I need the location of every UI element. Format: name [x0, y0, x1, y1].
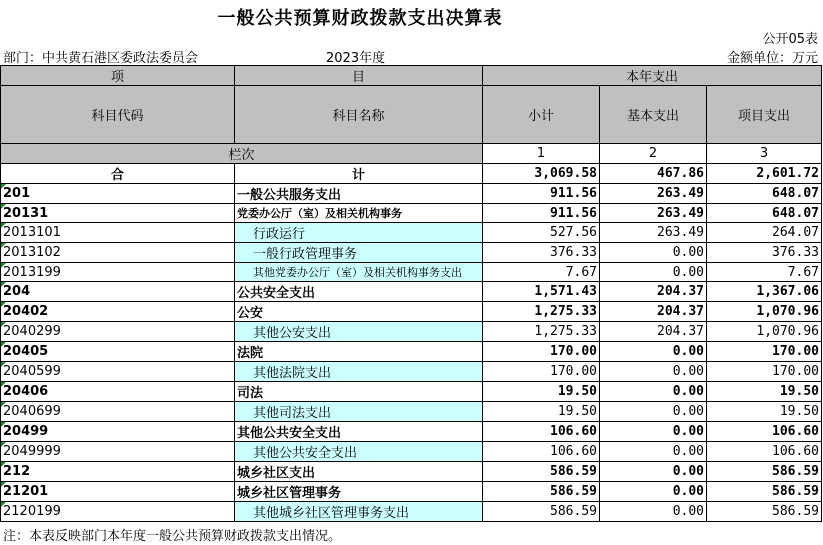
row-subtotal: 911.56 [483, 184, 600, 204]
row-code: 2013102 [1, 243, 235, 263]
row-basic: 0.00 [600, 462, 707, 482]
header-item-2: 目 [235, 66, 483, 86]
table-row [1, 322, 822, 342]
column-2: 2 [600, 144, 707, 164]
row-name: 司法 [235, 382, 483, 402]
row-name: 其他公安支出 [235, 322, 483, 342]
row-project: 106.60 [707, 422, 822, 442]
row-name: 城乡社区支出 [235, 462, 483, 482]
row-code: 212 [1, 462, 235, 482]
row-subtotal: 7.67 [483, 263, 600, 282]
row-project: 264.07 [707, 223, 822, 243]
total-row [1, 164, 822, 184]
fiscal-year: 2023年度 [326, 51, 386, 66]
row-subtotal: 586.59 [483, 502, 600, 522]
row-project: 586.59 [707, 462, 822, 482]
total-label-1: 合 [1, 164, 235, 184]
table-row [1, 402, 822, 422]
form-code: 公开05表 [762, 32, 818, 47]
row-code: 20406 [1, 382, 235, 402]
column-number-row [1, 144, 822, 164]
row-basic: 0.00 [600, 442, 707, 462]
row-basic: 0.00 [600, 263, 707, 282]
row-code: 2013101 [1, 223, 235, 243]
table-row [1, 342, 822, 362]
row-code: 204 [1, 282, 235, 302]
header-row-2 [1, 86, 822, 144]
table-row [1, 442, 822, 462]
row-name: 法院 [235, 342, 483, 362]
row-basic: 204.37 [600, 282, 707, 302]
table-row [1, 282, 822, 302]
row-basic: 204.37 [600, 322, 707, 342]
table-row [1, 263, 822, 282]
column-number-label: 栏次 [1, 144, 483, 164]
row-subtotal: 1,275.33 [483, 302, 600, 322]
total-basic: 467.86 [600, 164, 707, 184]
row-name: 其他城乡社区管理事务支出 [235, 502, 483, 522]
footnote: 注：本表反映部门本年度一般公共预算财政拨款支出情况。 [3, 529, 342, 544]
row-basic: 204.37 [600, 302, 707, 322]
row-basic: 0.00 [600, 243, 707, 263]
table-row [1, 382, 822, 402]
row-basic: 263.49 [600, 223, 707, 243]
row-project: 586.59 [707, 482, 822, 502]
row-basic: 263.49 [600, 184, 707, 204]
row-project: 170.00 [707, 362, 822, 382]
row-code: 2040599 [1, 362, 235, 382]
row-subtotal: 1,275.33 [483, 322, 600, 342]
table-row [1, 462, 822, 482]
row-name: 一般公共服务支出 [235, 184, 483, 204]
row-project: 648.07 [707, 184, 822, 204]
row-name: 其他司法支出 [235, 402, 483, 422]
row-project: 648.07 [707, 204, 822, 223]
row-project: 7.67 [707, 263, 822, 282]
row-project: 586.59 [707, 502, 822, 522]
row-project: 170.00 [707, 342, 822, 362]
row-code: 2120199 [1, 502, 235, 522]
row-basic: 0.00 [600, 402, 707, 422]
row-subtotal: 1,571.43 [483, 282, 600, 302]
row-basic: 0.00 [600, 382, 707, 402]
row-basic: 0.00 [600, 422, 707, 442]
row-subtotal: 170.00 [483, 342, 600, 362]
row-project: 1,070.96 [707, 302, 822, 322]
row-basic: 263.49 [600, 204, 707, 223]
header-subtotal: 小计 [483, 86, 600, 144]
row-subtotal: 19.50 [483, 382, 600, 402]
row-subtotal: 106.60 [483, 422, 600, 442]
row-name: 其他公共安全支出 [235, 422, 483, 442]
header-name: 科目名称 [235, 86, 483, 144]
amount-unit: 金额单位：万元 [726, 51, 818, 66]
row-project: 19.50 [707, 402, 822, 422]
column-3: 3 [707, 144, 822, 164]
table-row [1, 422, 822, 442]
row-project: 376.33 [707, 243, 822, 263]
report-title: 一般公共预算财政拨款支出决算表 [217, 8, 503, 29]
row-name: 其他党委办公厅（室）及相关机构事务支出 [235, 263, 483, 282]
row-subtotal: 170.00 [483, 362, 600, 382]
row-project: 1,070.96 [707, 322, 822, 342]
table-row [1, 302, 822, 322]
row-name: 行政运行 [235, 223, 483, 243]
row-code: 2040699 [1, 402, 235, 422]
row-code: 20499 [1, 422, 235, 442]
row-subtotal: 527.56 [483, 223, 600, 243]
row-code: 20405 [1, 342, 235, 362]
expenditure-table [0, 65, 822, 522]
row-basic: 0.00 [600, 342, 707, 362]
row-subtotal: 586.59 [483, 482, 600, 502]
table-row [1, 223, 822, 243]
row-subtotal: 106.60 [483, 442, 600, 462]
total-project: 2,601.72 [707, 164, 822, 184]
header-basic: 基本支出 [600, 86, 707, 144]
department-label: 部门：中共黄石港区委政法委员会 [3, 51, 199, 66]
row-subtotal: 586.59 [483, 462, 600, 482]
table-row [1, 204, 822, 223]
row-subtotal: 911.56 [483, 204, 600, 223]
column-1: 1 [483, 144, 600, 164]
row-name: 公安 [235, 302, 483, 322]
row-project: 106.60 [707, 442, 822, 462]
table-row [1, 184, 822, 204]
row-basic: 0.00 [600, 502, 707, 522]
row-name: 其他公共安全支出 [235, 442, 483, 462]
table-row [1, 482, 822, 502]
row-code: 201 [1, 184, 235, 204]
row-name: 城乡社区管理事务 [235, 482, 483, 502]
row-code: 2049999 [1, 442, 235, 462]
row-project: 1,367.06 [707, 282, 822, 302]
row-code: 21201 [1, 482, 235, 502]
table-row [1, 502, 822, 522]
header-current-year: 本年支出 [483, 66, 822, 86]
header-item: 项 [1, 66, 235, 86]
row-name: 一般行政管理事务 [235, 243, 483, 263]
total-subtotal: 3,069.58 [483, 164, 600, 184]
header-code: 科目代码 [1, 86, 235, 144]
total-label-2: 计 [235, 164, 483, 184]
table-row [1, 243, 822, 263]
row-project: 19.50 [707, 382, 822, 402]
table-row [1, 362, 822, 382]
row-code: 20131 [1, 204, 235, 223]
row-name: 党委办公厅（室）及相关机构事务 [235, 204, 483, 223]
row-basic: 0.00 [600, 482, 707, 502]
row-basic: 0.00 [600, 362, 707, 382]
row-name: 其他法院支出 [235, 362, 483, 382]
row-name: 公共安全支出 [235, 282, 483, 302]
header-project: 项目支出 [707, 86, 822, 144]
row-code: 2040299 [1, 322, 235, 342]
row-subtotal: 19.50 [483, 402, 600, 422]
row-subtotal: 376.33 [483, 243, 600, 263]
row-code: 20402 [1, 302, 235, 322]
row-code: 2013199 [1, 263, 235, 282]
header-row-1 [1, 66, 822, 86]
